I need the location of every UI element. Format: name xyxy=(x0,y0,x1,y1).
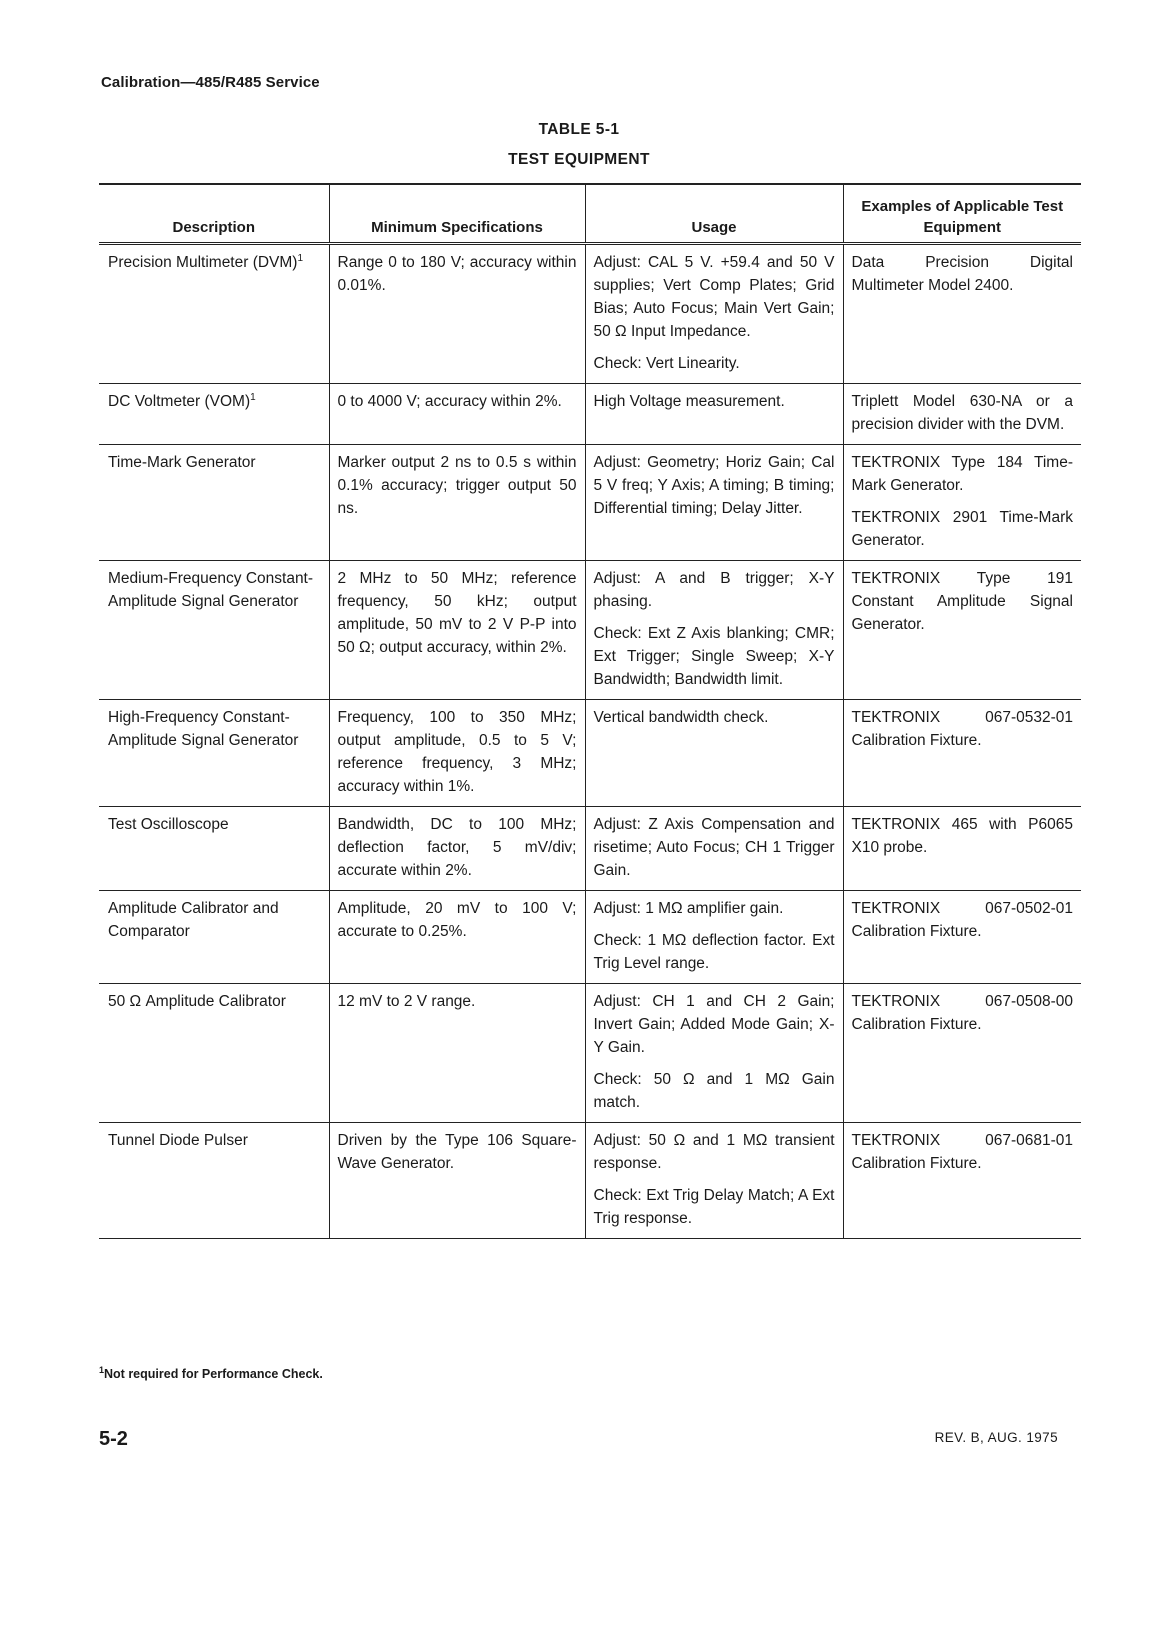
column-header-examples: Examples of Applicable Test Equipment xyxy=(843,184,1081,244)
description-text: High-Frequency Constant-Amplitude Signal Generator xyxy=(108,709,299,749)
example-paragraph: TEKTRONIX 067-0508-00 Calibration Fixture. xyxy=(851,993,1073,1033)
footnote-reference: 1 xyxy=(250,391,256,403)
cell-description xyxy=(99,984,329,1123)
table-header-row xyxy=(99,184,1081,244)
description-text: DC Voltmeter (VOM) xyxy=(108,393,251,410)
running-head: Calibration—485/R485 Service xyxy=(101,74,320,91)
table-row xyxy=(99,384,1081,445)
usage-paragraph: Adjust: 1 MΩ amplifier gain. xyxy=(593,900,784,917)
cell-description xyxy=(99,561,329,700)
usage-paragraph: Check: Ext Trig Delay Match; A Ext Trig response. xyxy=(593,1187,835,1227)
cell-description xyxy=(99,1123,329,1239)
cell-specifications: Range 0 to 180 V; accuracy within 0.01%. xyxy=(329,244,585,384)
footnote-text: Not required for Performance Check. xyxy=(104,1367,323,1381)
column-header-minimum-specifications: Minimum Specifications xyxy=(329,184,585,244)
cell-examples xyxy=(843,445,1081,561)
example-paragraph: TEKTRONIX 067-0502-01 Calibration Fixture. xyxy=(851,900,1073,940)
cell-examples xyxy=(843,1123,1081,1239)
usage-paragraph: Adjust: 50 Ω and 1 MΩ transient response. xyxy=(593,1132,835,1172)
cell-description xyxy=(99,700,329,807)
usage-paragraph: Check: Ext Z Axis blanking; CMR; Ext Trigger; Single Sweep; X-Y Bandwidth; Bandwidth limit. xyxy=(593,625,835,688)
description-text: Test Oscilloscope xyxy=(108,816,229,833)
footnote-mark: 1 xyxy=(99,1364,105,1375)
example-paragraph: Data Precision Digital Multimeter Model 2400. xyxy=(851,254,1073,294)
description-text: Medium-Frequency Constant-Amplitude Signal Generator xyxy=(108,570,314,610)
example-paragraph: TEKTRONIX 465 with P6065 X10 probe. xyxy=(851,816,1073,856)
usage-paragraph: Adjust: Geometry; Horiz Gain; Cal 5 V freq; Y Axis; A timing; B timing; Differential timing; Delay Jitter. xyxy=(593,454,835,517)
usage-paragraph: High Voltage measurement. xyxy=(593,393,785,410)
cell-description xyxy=(99,244,329,384)
cell-examples xyxy=(843,984,1081,1123)
table-row xyxy=(99,561,1081,700)
usage-paragraph: Check: Vert Linearity. xyxy=(593,355,740,372)
cell-description xyxy=(99,445,329,561)
cell-usage xyxy=(585,445,843,561)
usage-paragraph: Adjust: Z Axis Compensation and risetime; Auto Focus; CH 1 Trigger Gain. xyxy=(593,816,835,879)
cell-specifications: 12 mV to 2 V range. xyxy=(329,984,585,1123)
example-paragraph: TEKTRONIX 2901 Time-Mark Generator. xyxy=(851,509,1073,549)
table-row xyxy=(99,700,1081,807)
example-paragraph: Triplett Model 630-NA or a precision divider with the DVM. xyxy=(851,393,1073,433)
example-paragraph: TEKTRONIX Type 191 Constant Amplitude Signal Generator. xyxy=(851,570,1073,633)
footnote-reference: 1 xyxy=(297,252,304,264)
cell-examples xyxy=(843,807,1081,891)
column-header-description: Description xyxy=(99,184,329,244)
cell-examples xyxy=(843,244,1081,384)
cell-specifications: Driven by the Type 106 Square-Wave Generator. xyxy=(329,1123,585,1239)
column-header-usage: Usage xyxy=(585,184,843,244)
cell-examples xyxy=(843,561,1081,700)
cell-examples xyxy=(843,891,1081,984)
description-text: Precision Multimeter (DVM) xyxy=(108,254,298,271)
table-row xyxy=(99,807,1081,891)
cell-specifications: Amplitude, 20 mV to 100 V; accurate to 0.25%. xyxy=(329,891,585,984)
usage-paragraph: Adjust: CAL 5 V. +59.4 and 50 V supplies; Vert Comp Plates; Grid Bias; Auto Focus; Main Vert Gain; 50 Ω Input Impedance. xyxy=(593,254,835,340)
cell-usage xyxy=(585,807,843,891)
page-number: 5-2 xyxy=(99,1428,128,1450)
cell-specifications: Frequency, 100 to 350 MHz; output amplitude, 0.5 to 5 V; reference frequency, 3 MHz; accuracy within 1%. xyxy=(329,700,585,807)
table-body xyxy=(99,244,1081,1239)
cell-usage xyxy=(585,984,843,1123)
revision-date: REV. B, AUG. 1975 xyxy=(934,1430,1058,1445)
cell-usage xyxy=(585,700,843,807)
example-paragraph: TEKTRONIX 067-0681-01 Calibration Fixture. xyxy=(851,1132,1073,1172)
cell-usage xyxy=(585,1123,843,1239)
usage-paragraph: Adjust: A and B trigger; X-Y phasing. xyxy=(593,570,835,610)
example-paragraph: TEKTRONIX 067-0532-01 Calibration Fixture. xyxy=(851,709,1073,749)
table-row xyxy=(99,891,1081,984)
description-text: 50 Ω Amplitude Calibrator xyxy=(108,993,286,1010)
footnote xyxy=(99,1364,323,1381)
table-row xyxy=(99,244,1081,384)
usage-paragraph: Check: 1 MΩ deflection factor. Ext Trig Level range. xyxy=(593,932,835,972)
description-text: Tunnel Diode Pulser xyxy=(108,1132,248,1149)
usage-paragraph: Adjust: CH 1 and CH 2 Gain; Invert Gain; Added Mode Gain; X-Y Gain. xyxy=(593,993,835,1056)
table-number: TABLE 5-1 xyxy=(538,121,620,138)
usage-paragraph: Vertical bandwidth check. xyxy=(593,709,769,726)
description-text: Time-Mark Generator xyxy=(108,454,256,471)
cell-usage xyxy=(585,891,843,984)
description-text: Amplitude Calibrator and Comparator xyxy=(108,900,279,940)
test-equipment-table xyxy=(99,183,1081,1239)
example-paragraph: TEKTRONIX Type 184 Time-Mark Generator. xyxy=(851,454,1073,494)
table-row xyxy=(99,1123,1081,1239)
cell-examples xyxy=(843,384,1081,445)
cell-description xyxy=(99,807,329,891)
usage-paragraph: Check: 50 Ω and 1 MΩ Gain match. xyxy=(593,1071,835,1111)
cell-specifications: 0 to 4000 V; accuracy within 2%. xyxy=(329,384,585,445)
cell-usage xyxy=(585,384,843,445)
cell-examples xyxy=(843,700,1081,807)
cell-usage xyxy=(585,561,843,700)
table-row xyxy=(99,445,1081,561)
cell-description xyxy=(99,891,329,984)
table-row xyxy=(99,984,1081,1123)
cell-specifications: Marker output 2 ns to 0.5 s within 0.1% accuracy; trigger output 50 ns. xyxy=(329,445,585,561)
cell-specifications: Bandwidth, DC to 100 MHz; deflection factor, 5 mV/div; accurate within 2%. xyxy=(329,807,585,891)
cell-description xyxy=(99,384,329,445)
table-title: TEST EQUIPMENT xyxy=(508,151,650,168)
cell-usage xyxy=(585,244,843,384)
cell-specifications: 2 MHz to 50 MHz; reference frequency, 50 kHz; output amplitude, 50 mV to 2 V P-P into 50 Ω; output accuracy, within 2%. xyxy=(329,561,585,700)
